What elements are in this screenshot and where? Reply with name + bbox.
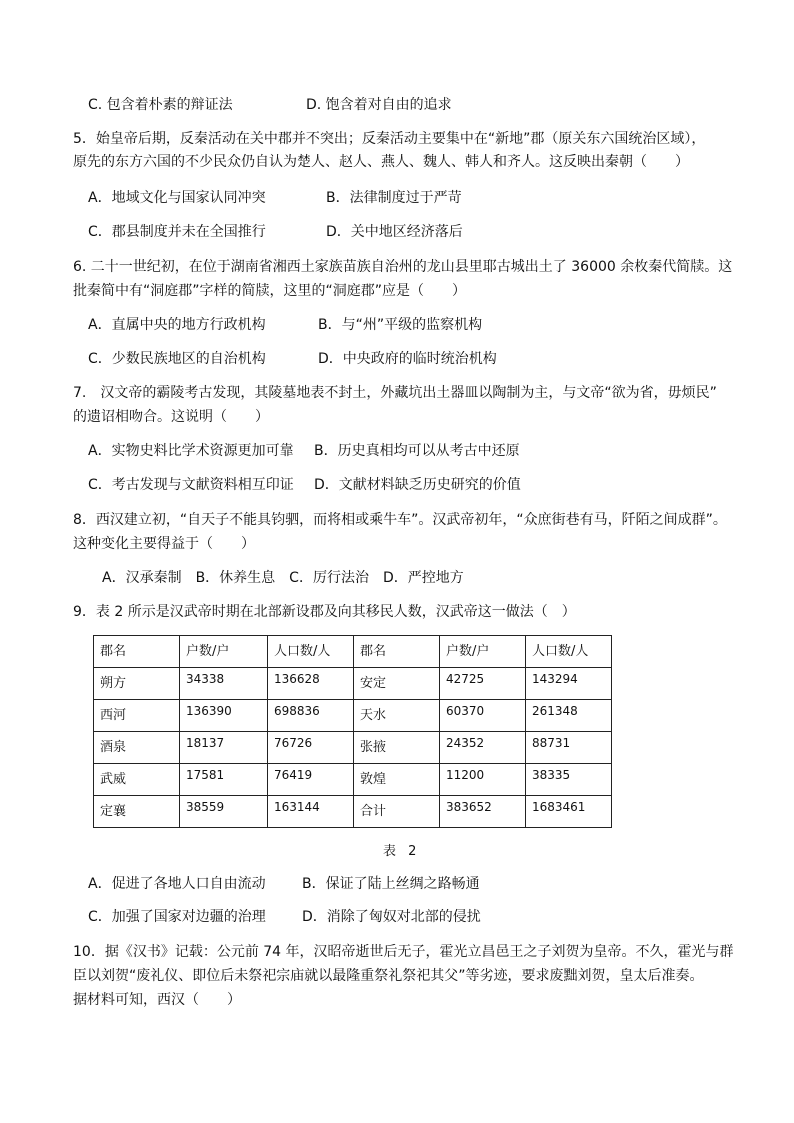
- table-row: [94, 668, 612, 700]
- table-cell: 安定: [354, 668, 440, 700]
- table-cell: 88731: [526, 732, 612, 764]
- table-cell: 143294: [526, 668, 612, 700]
- table-cell: 698836: [268, 700, 354, 732]
- q9-option-b: B．保证了陆上丝绸之路畅通: [302, 876, 480, 892]
- table-row: [94, 764, 612, 796]
- q6-stem-line-2: 批秦简中有“洞庭郡”字样的简牍，这里的“洞庭郡”应是（ ）: [73, 283, 467, 299]
- table-cell: 38559: [180, 796, 268, 828]
- q10-stem-line-2: 臣以刘贺“废礼仪、即位后未祭祀宗庙就以最隆重祭礼祭祀其父”等劣迹，要求废黜刘贺，皇太后准奏。: [73, 968, 704, 984]
- table-cell: 383652: [440, 796, 526, 828]
- table-cell: 34338: [180, 668, 268, 700]
- table-row: [94, 700, 612, 732]
- table-cell: 天水: [354, 700, 440, 732]
- table-cell: 38335: [526, 764, 612, 796]
- table-header-cell: 人口数/人: [526, 636, 612, 668]
- table-cell: 武威: [94, 764, 180, 796]
- table-cell: 136628: [268, 668, 354, 700]
- table-header-row: [94, 636, 612, 668]
- table-cell: 18137: [180, 732, 268, 764]
- table-header-cell: 人口数/人: [268, 636, 354, 668]
- q8-stem-line-2: 这种变化主要得益于（ ）: [73, 536, 255, 552]
- q6-option-b: B．与“州”平级的监察机构: [318, 317, 483, 333]
- q9-option-c: C．加强了国家对边疆的治理: [88, 909, 266, 925]
- table-cell: 张掖: [354, 732, 440, 764]
- table-cell: 敦煌: [354, 764, 440, 796]
- table-caption: 表 2: [383, 844, 421, 859]
- table-cell: 163144: [268, 796, 354, 828]
- q6-option-d: D．中央政府的临时统治机构: [318, 351, 497, 367]
- q6-stem-line-1: 6. 二十一世纪初，在位于湖南省湘西土家族苗族自治州的龙山县里耶古城出土了 36000 余枚秦代简牍。这: [73, 259, 733, 275]
- q6-option-a: A．直属中央的地方行政机构: [88, 317, 266, 333]
- q4-option-c: C. 包含着朴素的辩证法: [88, 97, 233, 113]
- q10-stem-line-3: 据材料可知，西汉（ ）: [73, 992, 241, 1008]
- q4-option-d: D. 饱含着对自由的追求: [306, 97, 452, 113]
- table-cell: 合计: [354, 796, 440, 828]
- table-cell: 西河: [94, 700, 180, 732]
- table-cell: 定襄: [94, 796, 180, 828]
- table-cell: 17581: [180, 764, 268, 796]
- q8-stem-line-1: 8．西汉建立初，“自天子不能具钧驷，而将相或乘牛车”。汉武帝初年，“众庶街巷有马，阡陌之间成群”。: [73, 512, 727, 528]
- q7-stem-line-2: 的遗诏相吻合。这说明（ ）: [73, 409, 269, 425]
- table-header-cell: 户数/户: [180, 636, 268, 668]
- table-cell: 136390: [180, 700, 268, 732]
- q9-option-a: A．促进了各地人口自由流动: [88, 876, 266, 892]
- q5-option-a: A．地域文化与国家认同冲突: [88, 190, 266, 206]
- table-cell: 酒泉: [94, 732, 180, 764]
- table-row: [94, 732, 612, 764]
- q9-option-d: D．消除了匈奴对北部的侵扰: [302, 909, 481, 925]
- q6-option-c: C．少数民族地区的自治机构: [88, 351, 266, 367]
- table-row: [94, 796, 612, 828]
- q10-stem-line-1: 10．据《汉书》记载：公元前 74 年，汉昭帝逝世后无子，霍光立昌邑王之子刘贺为皇帝。不久，霍光与群: [73, 944, 734, 960]
- table-cell: 60370: [440, 700, 526, 732]
- q5-stem-line-1: 5．始皇帝后期，反秦活动在关中郡并不突出；反秦活动主要集中在“新地”郡（原关东六国统治区域），: [73, 131, 706, 147]
- table-cell: 76419: [268, 764, 354, 796]
- table-cell: 42725: [440, 668, 526, 700]
- q7-stem-line-1: 7. 汉文帝的霸陵考古发现，其陵墓地表不封土，外藏坑出土器皿以陶制为主，与文帝“欲为省，毋烦民”: [73, 385, 717, 401]
- q7-option-d: D．文献材料缺乏历史研究的价值: [314, 477, 521, 493]
- table-cell: 24352: [440, 732, 526, 764]
- q9-stem: 9．表 2 所示是汉武帝时期在北部新设郡及向其移民人数，汉武帝这一做法（ ）: [73, 604, 576, 620]
- table-cell: 1683461: [526, 796, 612, 828]
- q5-option-b: B．法律制度过于严苛: [326, 190, 462, 206]
- table-cell: 261348: [526, 700, 612, 732]
- q7-option-a: A．实物史料比学术资源更加可靠: [88, 443, 294, 459]
- q7-option-c: C．考古发现与文献资料相互印证: [88, 477, 294, 493]
- q7-option-b: B．历史真相均可以从考古中还原: [314, 443, 520, 459]
- table-header-cell: 户数/户: [440, 636, 526, 668]
- table-cell: 朔方: [94, 668, 180, 700]
- table-header-cell: 郡名: [94, 636, 180, 668]
- table-header-cell: 郡名: [354, 636, 440, 668]
- table-cell: 76726: [268, 732, 354, 764]
- q5-option-c: C．郡县制度并未在全国推行: [88, 224, 266, 240]
- table-cell: 11200: [440, 764, 526, 796]
- q5-option-d: D．关中地区经济落后: [326, 224, 463, 240]
- q5-stem-line-2: 原先的东方六国的不少民众仍自认为楚人、赵人、燕人、魏人、韩人和齐人。这反映出秦朝（ ）: [73, 154, 689, 170]
- q8-options: A．汉承秦制 B．休养生息 C．厉行法治 D．严控地方: [102, 570, 464, 586]
- population-table: [93, 635, 612, 828]
